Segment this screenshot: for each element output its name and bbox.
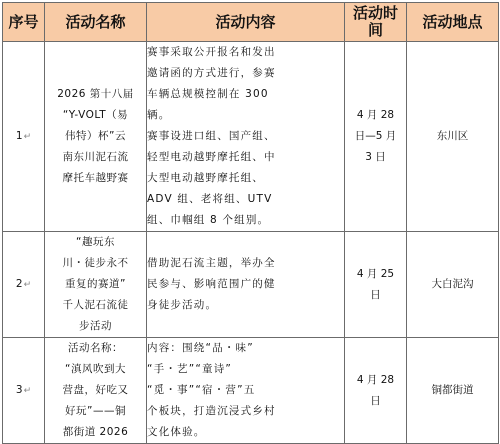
activity-time-cell [345,42,407,232]
activity-content-line: 轻型电动越野摩托组、中 [147,151,276,163]
table-row [3,42,499,232]
activity-content-line: “手・艺”“童诗” [147,363,233,375]
row-number-cell [3,232,45,338]
activity-content-line: 辆。 [147,109,171,121]
activity-time-cell [345,338,407,444]
activity-name-line: “Y-VOLT（易 [62,109,129,121]
document-page [2,2,498,438]
activity-time-line: 4 月 28 [356,373,395,386]
activity-name-line: 好玩”——铜 [65,405,126,417]
activity-name-line: 2026 第十八届 [57,88,134,100]
table-row [3,232,499,338]
activity-name-line: 重复的赛道” [65,278,126,290]
activity-content-line: 内容：围绕“品・味” [147,342,254,354]
activity-name-line: 南东川泥石流 [62,151,129,163]
activity-content-line: 赛事采取公开报名和发出 [147,46,276,58]
table-header-row [3,3,499,42]
row-number: 2 [15,277,23,290]
activity-name-cell [45,42,147,232]
activity-time-line: 日 [370,394,381,407]
activity-time-line: 日—5 月 [354,130,397,142]
activity-place-cell [407,232,499,338]
header-time [345,3,407,42]
row-number: 1 [15,129,23,142]
activity-name-line: 川・徒步永不 [62,257,129,269]
activity-time-line: 日 [370,288,381,301]
paragraph-mark-icon: ↵ [23,385,32,396]
activity-time-cell [345,232,407,338]
activity-name-cell [45,232,147,338]
activity-name-line: “滇风吹到大 [65,363,126,375]
activity-place: 大白泥沟 [431,278,474,290]
activity-time-line: 4 月 25 [356,267,395,280]
activity-name-line: “趣玩东 [76,236,115,248]
activity-content-line: 邀请函的方式进行，参赛 [147,67,276,79]
activity-place: 东川区 [436,130,469,142]
activity-time-line: 3 日 [365,151,386,163]
activity-content-line: 赛事设进口组、国产组、 [147,130,276,142]
activity-time-line: 4 月 28 [356,109,395,121]
paragraph-mark-icon: ↵ [23,131,32,142]
activity-name-line: 活动名称： [68,342,123,354]
activity-content-line: 组、巾帼组 8 个组别。 [147,214,270,226]
header-content: 活动内容 [147,3,345,42]
activity-content-line: “觅・事”“宿・营”五 [147,384,256,396]
activity-content-line: 文化体验。 [147,426,206,438]
activity-place-cell [407,42,499,232]
activity-content-line: 个板块，打造沉浸式乡村 [147,405,276,417]
activity-name-line: 营盘，好吃又 [62,384,129,396]
activity-name-line: 都街道 2026 [62,426,129,438]
activity-place-cell [407,338,499,444]
header-place: 活动地点 [407,3,499,42]
row-number-cell [3,338,45,444]
activity-name-line: 伟特）杯”云 [65,130,126,142]
activity-content-line: 民参与、影响范围广的健 [147,278,276,290]
activity-content-line: 身徒步活动。 [147,299,218,311]
activity-content-line: ADV 组、老将组、UTV [147,193,273,205]
activity-name-line: 步活动 [79,320,112,332]
activity-content-cell [147,338,345,444]
activity-content-line: 车辆总规模控制在 300 [147,88,269,100]
activity-content-line: 借助泥石流主题，举办全 [147,257,276,269]
activity-content-line: 大型电动越野摩托组、 [147,172,264,184]
activity-place: 铜都街道 [431,384,474,396]
paragraph-mark-icon: ↵ [23,279,32,290]
activity-content-cell [147,232,345,338]
header-time-label: 活动时间 [352,4,398,39]
table-row [3,338,499,444]
activity-name-line: 摩托车越野赛 [62,172,129,184]
activity-content-cell [147,42,345,232]
header-name: 活动名称 [45,3,147,42]
row-number-cell [3,42,45,232]
row-number: 3 [15,383,23,396]
activity-schedule-table [2,2,499,444]
activity-name-line: 千人泥石流徒 [62,299,129,311]
activity-name-cell [45,338,147,444]
header-num: 序号 [3,3,45,42]
